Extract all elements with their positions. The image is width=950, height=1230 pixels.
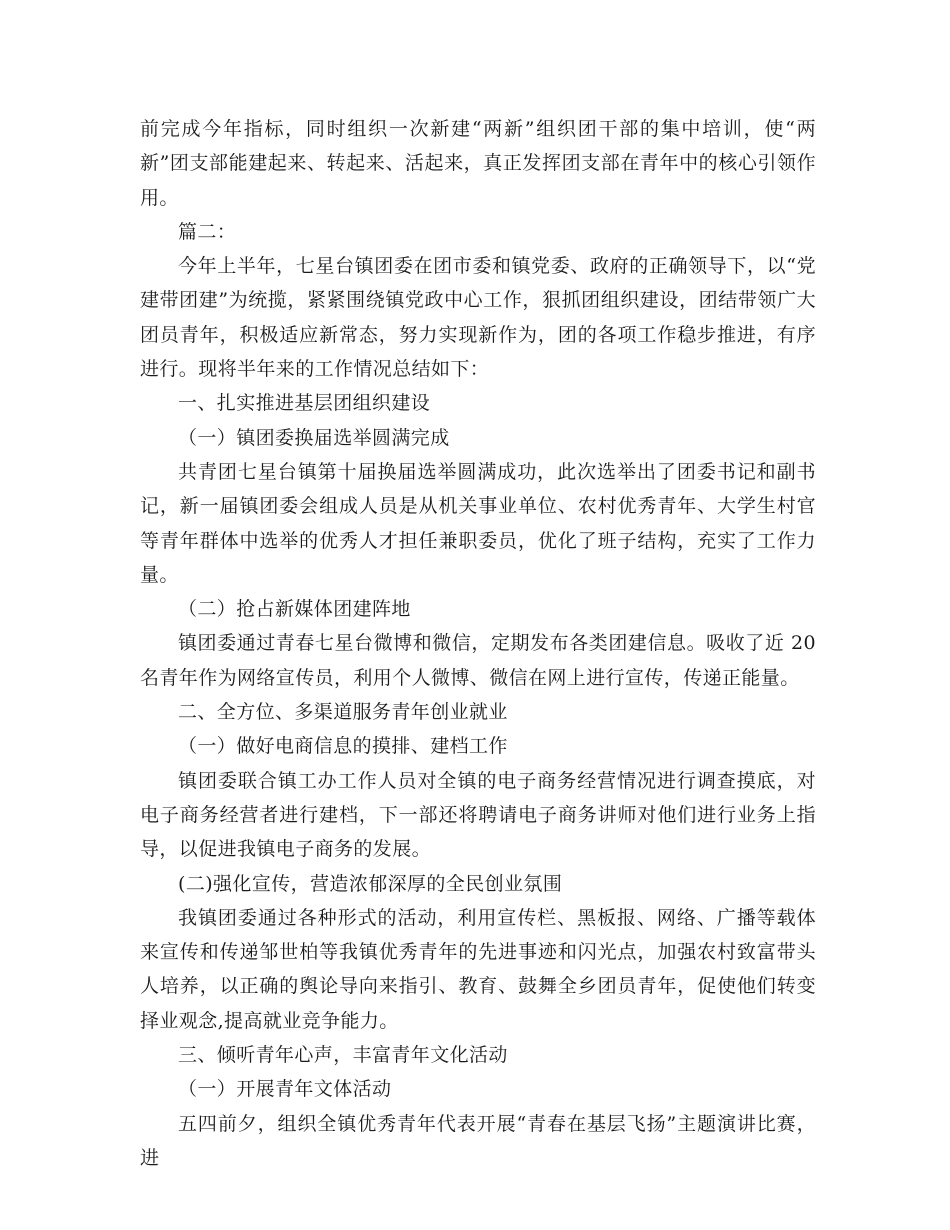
paragraph-6: 我镇团委通过各种形式的活动，利用宣传栏、黑板报、网络、广播等载体来宣传和传递邹世柏等我镇优秀青年的先进事迹和闪光点，加强农村致富带头人培养，以正确的舆论导向来指引、教育、鼓舞全乡团员青年，促使他们转变择业观念,提高就业竞争能力。	[140, 906, 816, 1032]
section-heading-part-two: 篇二：	[178, 220, 237, 243]
section-heading-2: 二、全方位、多渠道服务青年创业就业	[178, 701, 508, 724]
subheading-2-2: (二)强化宣传，营造浓郁深厚的全民创业氛围	[178, 872, 563, 895]
subheading-2-1: （一）做好电商信息的摸排、建档工作	[178, 735, 508, 758]
section-heading-1: 一、扎实推进基层团组织建设	[178, 392, 431, 415]
subheading-1-1: （一）镇团委换届选举圆满完成	[178, 426, 450, 449]
subheading-1-2: （二）抢占新媒体团建阵地	[178, 598, 411, 621]
paragraph-7: 五四前夕，组织全镇优秀青年代表开展“青春在基层飞扬”主题演讲比赛，进	[140, 1112, 816, 1169]
paragraph-2: 今年上半年，七星台镇团委在团市委和镇党委、政府的正确领导下，以“党建带团建”为统揽，紧紧围绕镇党政中心工作，狠抓团组织建设，团结带领广大团员青年，积极适应新常态，努力实现新作为，团的各项工作稳步推进，有序进行。现将半年来的工作情况总结如下：	[140, 255, 816, 381]
section-heading-3: 三、倾听青年心声，丰富青年文化活动	[178, 1044, 508, 1067]
paragraph-1: 前完成今年指标，同时组织一次新建“两新”组织团干部的集中培训，使“两新”团支部能建起来、转起来、活起来，真正发挥团支部在青年中的核心引领作用。	[140, 118, 816, 209]
paragraph-5: 镇团委联合镇工办工作人员对全镇的电子商务经营情况进行调查摸底，对电子商务经营者进行建档，下一部还将聘请电子商务讲师对他们进行业务上指导，以促进我镇电子商务的发展。	[140, 769, 816, 861]
paragraph-3: 共青团七星台镇第十届换届选举圆满成功，此次选举出了团委书记和副书记，新一届镇团委会组成人员是从机关事业单位、农村优秀青年、大学生村官等青年群体中选举的优秀人才担任兼职委员，优化了班子结构，充实了工作力量。	[140, 460, 816, 586]
document-body	[140, 112, 816, 1175]
subheading-3-1: （一）开展青年文体活动	[178, 1078, 392, 1101]
paragraph-4: 镇团委通过青春七星台微博和微信，定期发布各类团建信息。吸收了近 20 名青年作为网络宣传员，利用个人微博、微信在网上进行宣传，传递正能量。	[140, 632, 816, 689]
